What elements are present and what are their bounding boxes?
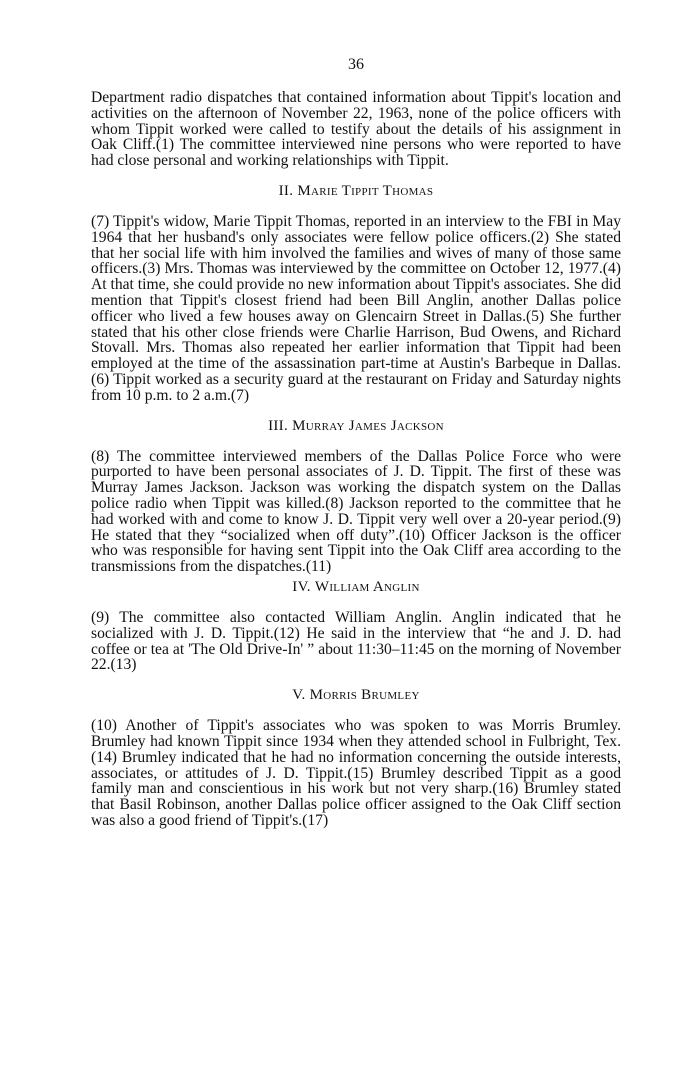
section-paragraph-murray-james-jackson: (8) The committee interviewed members of the Dallas Police Force who were purported to have been personal associates of J. D. Tippit. The first of these was Murray James Jackson. Jackson was working the dispatch system on the Dallas police radio when Tippit was killed.(8) Jackson reported to the committee that he had worked with and come to know J. D. Tippit very well over a 20-year period.(9) He stated that they “socialized when off duty”.(10) Officer Jackson is the officer who was responsible for having sent Tippit into the Oak Cliff area according to the transmissions from the dispatches.(11) [91, 447, 621, 576]
document-page [91, 56, 621, 829]
intro-paragraph: Department radio dispatches that contained information about Tippit's location and activities on the afternoon of November 22, 1963, none of the police officers with whom Tippit worked were called to testify about the details of his assignment in Oak Cliff.(1) The committee interviewed nine persons who were reported to have had close personal and working relationships with Tippit. [91, 89, 621, 170]
section-numeral: II. [278, 182, 294, 199]
section-paragraph-morris-brumley: (10) Another of Tippit's associates who was spoken to was Morris Brumley. Brumley had known Tippit since 1934 when they attended school in Fulbright, Tex.(14) Brumley indicated that he had no information concerning the outside interests, associates, or attitudes of J. D. Tippit.(15) Brumley described Tippit as a good family man and conscientious in his work but not very sharp.(16) Brumley stated that Basil Robinson, another Dallas police officer assigned to the Oak Cliff section was also a good friend of Tippit's.(17) [91, 717, 621, 829]
section-numeral: V. [292, 687, 306, 704]
page-number: 36 [348, 56, 364, 73]
section-numeral: III. [268, 417, 289, 434]
section-paragraph-william-anglin: (9) The committee also contacted William Anglin. Anglin indicated that he socialized with J. D. Tippit.(12) He said in the interview that “he and J. D. had coffee or tea at 'The Old Drive-In' ” about 11:30–11:45 on the morning of November 22.(13) [91, 608, 621, 674]
section-paragraph-marie-tippit-thomas: (7) Tippit's widow, Marie Tippit Thomas, reported in an interview to the FBI in May 1964 that her husband's only associates were fellow police officers.(2) She stated that her social life with him involved the families and wives of many of those same officers.(3) Mrs. Thomas was interviewed by the committee on October 12, 1977.(4) At that time, she could provide no new information about Tippit's associates. She did mention that Tippit's closest friend had been Bill Anglin, another Dallas police officer who lived a few houses away on Glencairn Street in Dallas.(5) She further stated that his other close friends were Charlie Harrison, Bud Owens, and Richard Stovall. Mrs. Thomas also repeated her earlier information that Tippit had been employed at the time of the assassination part-time at Austin's Barbeque in Dallas.(6) Tippit worked as a security guard at the restaurant on Friday and Saturday nights from 10 p.m. to 2 a.m.(7) [91, 212, 621, 404]
section-title: Murray James Jackson [292, 417, 444, 434]
section-title: Morris Brumley [309, 687, 420, 704]
section-heading-william-anglin [91, 579, 621, 596]
section-title: Marie Tippit Thomas [297, 182, 434, 199]
section-title: William Anglin [314, 578, 420, 595]
section-heading-morris-brumley [91, 687, 621, 704]
section-heading-murray-james-jackson [91, 418, 621, 435]
section-numeral: IV. [292, 578, 311, 595]
section-heading-marie-tippit-thomas [91, 183, 621, 200]
